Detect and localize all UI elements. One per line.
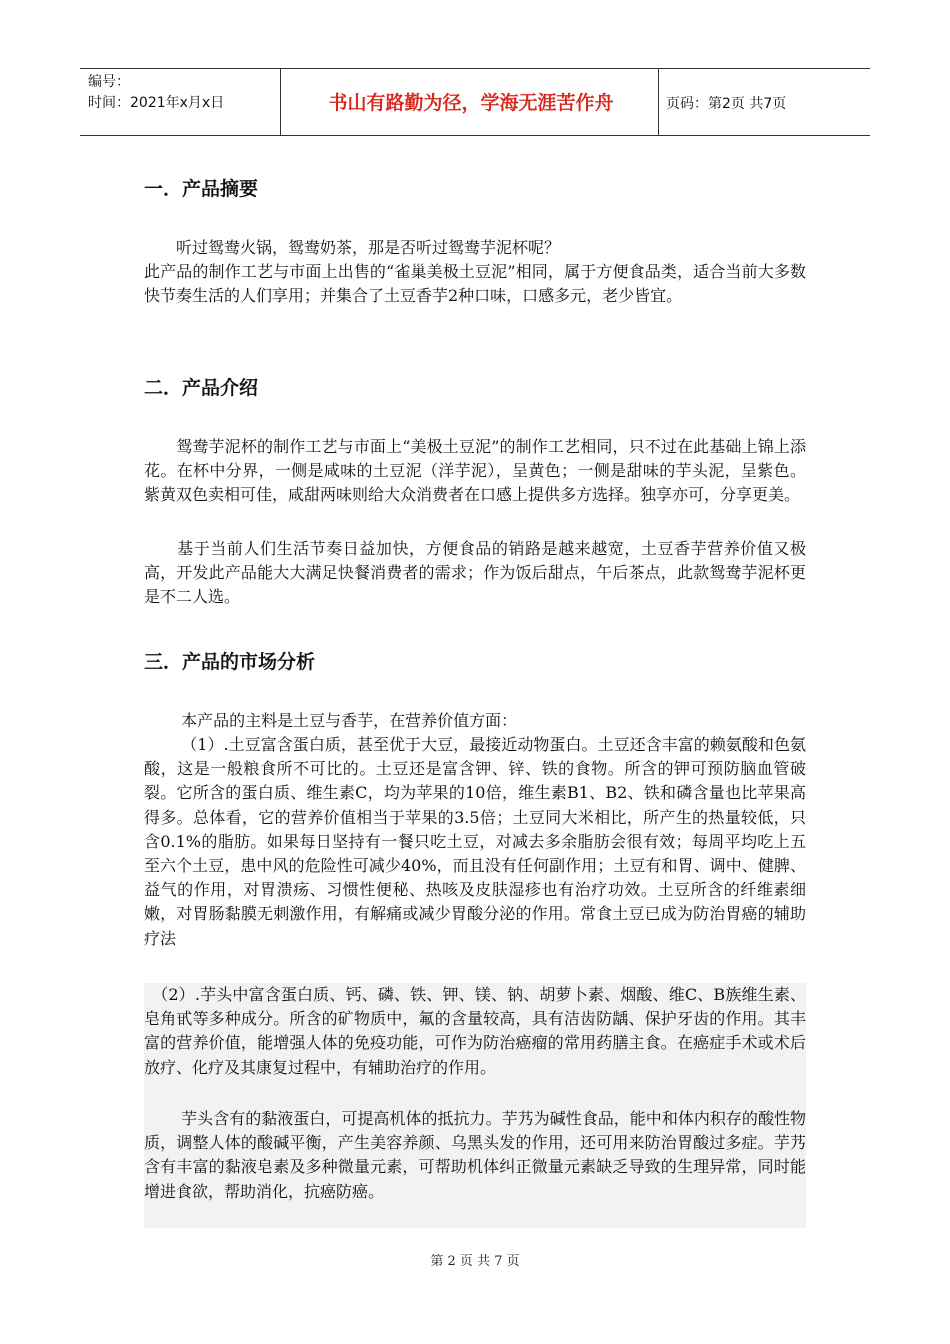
paragraph: 听过鸳鸯火锅，鸳鸯奶茶，那是否听过鸳鸯芋泥杯呢？ — [144, 238, 561, 257]
section-heading-summary: 一．产品摘要 — [144, 178, 259, 200]
paragraph: 鸳鸯芋泥杯的制作工艺与市面上“美极土豆泥”的制作工艺相同，只不过在此基础上锦上添花。在杯中分界，一侧是咸味的土豆泥（洋芋泥），呈黄色；一侧是甜味的芋头泥，呈紫色。紫黄双色卖相可佳，咸甜两味则给大众消费者在口感上提供多方选择。独享亦可，分享更美。 — [144, 437, 806, 505]
header-divider — [280, 68, 281, 135]
document-date: 时间：2021年x月x日 — [88, 95, 225, 111]
header-divider — [658, 68, 659, 135]
section-heading-market-analysis: 三．产品的市场分析 — [144, 651, 316, 673]
paragraph: （2）.芋头中富含蛋白质、钙、磷、铁、钾、镁、钠、胡萝卜素、烟酸、维C、B族维生素、皂角甙等多种成分。所含的矿物质中，氟的含量较高，具有洁齿防龋、保护牙齿的作用。其丰富的营养价值，能增强人体的免疫功能，可作为防治癌瘤的常用药膳主食。在癌症手术或术后放疗、化疗及其康复过程中，有辅助治疗的作用。 — [144, 985, 806, 1077]
section-heading-introduction: 二．产品介绍 — [144, 377, 259, 399]
header-top-rule — [80, 68, 870, 69]
paragraph: 基于当前人们生活节奏日益加快，方便食品的销路是越来越宽，土豆香芋营养价值又极高，开发此产品能大大满足快餐消费者的需求；作为饭后甜点，午后茶点，此款鸳鸯芋泥杯更是不二人选。 — [144, 539, 806, 607]
header-meta — [88, 72, 224, 114]
document-number-label: 编号： — [88, 74, 130, 90]
paragraph: 本产品的主料是土豆与香芋，在营养价值方面： — [144, 711, 518, 730]
header-bottom-rule — [80, 135, 870, 136]
paragraph: 芋头含有的黏液蛋白，可提高机体的抵抗力。芋艿为碱性食品，能中和体内积存的酸性物质，调整人体的酸碱平衡，产生美容养颜、乌黑头发的作用，还可用来防治胃酸过多症。芋艿含有丰富的黏液皂素及多种微量元素，可帮助机体纠正微量元素缺乏导致的生理异常，同时能增进食欲，帮助消化，抗癌防癌。 — [144, 1109, 806, 1201]
page-footer: 第 2 页 共 7 页 — [430, 1254, 520, 1269]
header-motto: 书山有路勤为径，学海无涯苦作舟 — [328, 92, 614, 114]
paragraph: （1）.土豆富含蛋白质，甚至优于大豆，最接近动物蛋白。土豆还含丰富的赖氨酸和色氨酸，这是一般粮食所不可比的。土豆还是富含钾、锌、铁的食物。所含的钾可预防脑血管破裂。它所含的蛋白质、维生素C，均为苹果的10倍，维生素B1、B2、铁和磷含量也比苹果高得多。总体看，它的营养价值相当于苹果的3.5倍；土豆同大米相比，所产生的热量较低，只含0.1%的脂肪。如果每日坚持有一餐只吃土豆，对减去多余脂肪会很有效；每周平均吃上五至六个土豆，患中风的危险性可减少40%，而且没有任何副作用；土豆有和胃、调中、健脾、益气的作用，对胃溃疡、习惯性便秘、热咳及皮肤湿疹也有治疗功效。土豆所含的纤维素细嫩，对胃肠黏膜无刺激作用，有解痛或减少胃酸分泌的作用。常食土豆已成为防治胃癌的辅助疗法 — [144, 735, 806, 948]
header-page-info: 页码：第2页 共7页 — [666, 96, 787, 112]
paragraph: 此产品的制作工艺与市面上出售的“雀巢美极土豆泥”相同，属于方便食品类，适合当前大多数快节奏生活的人们享用；并集合了土豆香芋2种口味，口感多元，老少皆宜。 — [144, 262, 806, 306]
